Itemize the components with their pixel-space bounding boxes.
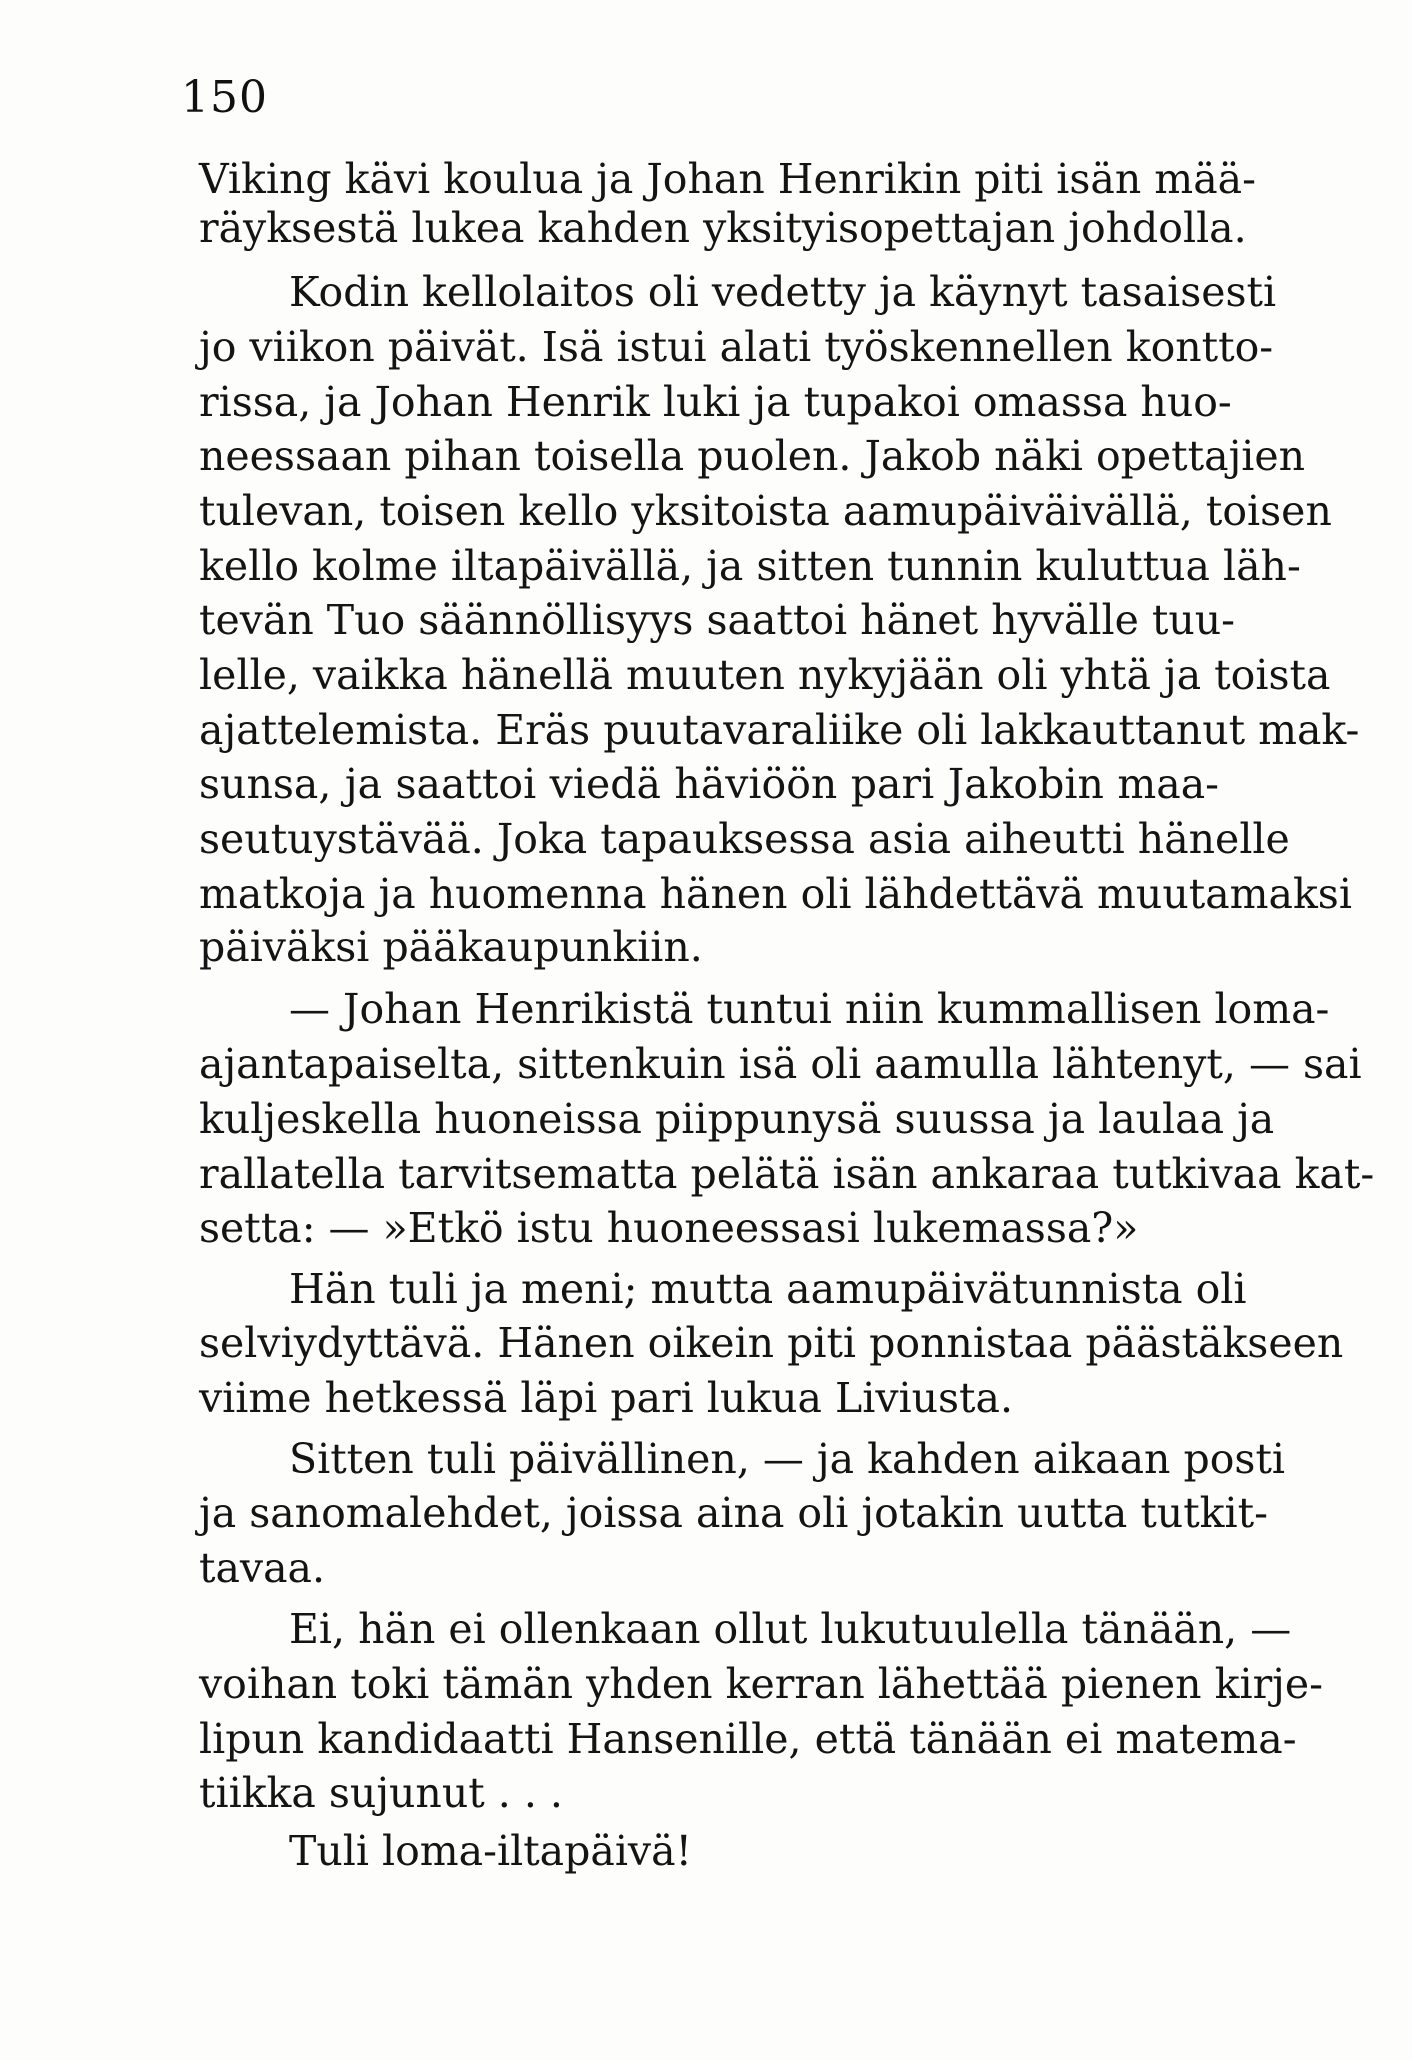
text-line: räyksestä lukea kahden yksityisopettajan johdolla.: [199, 204, 1247, 252]
text-line: Sitten tuli päivällinen, — ja kahden aikaan posti: [289, 1435, 1286, 1483]
text-line: settа: — »Etkö istu huoneessasi lukemassa?»: [199, 1204, 1139, 1252]
text-line: ajantapaiselta, sittenkuin isä oli aamulla lähtenyt, — sai: [199, 1040, 1362, 1088]
text-line: päiväksi pääkaupunkiin.: [199, 923, 703, 971]
text-line: Kodin kellolaitos oli vedetty ja käynyt tasaisesti: [289, 268, 1277, 316]
text-line: tavaa.: [199, 1544, 326, 1592]
text-line: neessaan pihan toisella puolen. Jakob näki opettajien: [199, 432, 1306, 480]
text-line: Viking kävi koulua ja Johan Henrikin piti isän mää-: [199, 155, 1256, 203]
text-line: Ei, hän ei ollenkaan ollut lukutuulella tänään, —: [289, 1605, 1292, 1653]
text-line: Tuli loma-iltapäivä!: [289, 1827, 693, 1875]
text-line: tevän Tuo säännöllisyys saattoi hänet hyvälle tuu-: [199, 596, 1236, 644]
text-line: rallatella tarvitsematta pelätä isän ankaraa tutkivaa kat-: [199, 1150, 1375, 1198]
text-line: seutuystävää. Joka tapauksessa asia aiheutti hänelle: [199, 815, 1290, 863]
text-line: sunsa, ja saattoi viedä häviöön pari Jakobin maa-: [199, 760, 1219, 808]
text-line: ja sanomalehdet, joissa aina oli jotakin uutta tutkit-: [199, 1489, 1268, 1537]
text-line: rissa, ja Johan Henrik luki ja tupakoi omassa huo-: [199, 378, 1232, 426]
text-line: — Johan Henrikistä tuntui niin kummallisen loma-: [289, 985, 1330, 1033]
text-line: kello kolme iltapäivällä, ja sitten tunnin kuluttua läh-: [199, 542, 1301, 590]
text-line: matkoja ja huomenna hänen oli lähdettävä muutamaksi: [199, 870, 1352, 918]
text-line: Hän tuli ja meni; mutta aamupäivätunnista oli: [289, 1265, 1247, 1313]
text-line: kuljeskella huoneissa piippunysä suussa ja laulaa ja: [199, 1095, 1275, 1143]
text-line: tiikka sujunut . . .: [199, 1769, 563, 1817]
text-line: voihan toki tämän yhden kerran lähettää pienen kirje-: [199, 1660, 1323, 1708]
text-line: jo viikon päivät. Isä istui alati työskennellen kontto-: [199, 323, 1274, 371]
text-line: lelle, vaikka hänellä muuten nykyjään oli yhtä ja toista: [199, 651, 1331, 699]
text-line: viime hetkessä läpi pari lukua Liviusta.: [199, 1374, 1014, 1422]
text-line: selviydyttävä. Hänen oikein piti ponnistaa päästäkseen: [199, 1319, 1344, 1367]
page-number: 150: [181, 72, 268, 123]
text-line: ajattelemista. Eräs puutavaraliike oli lakkauttanut mak-: [199, 706, 1360, 754]
text-line: tulevan, toisen kello yksitoista aamupäiväivällä, toisen: [199, 487, 1332, 535]
text-line: lipun kandidaatti Hansenille, että tänään ei matema-: [199, 1715, 1297, 1763]
